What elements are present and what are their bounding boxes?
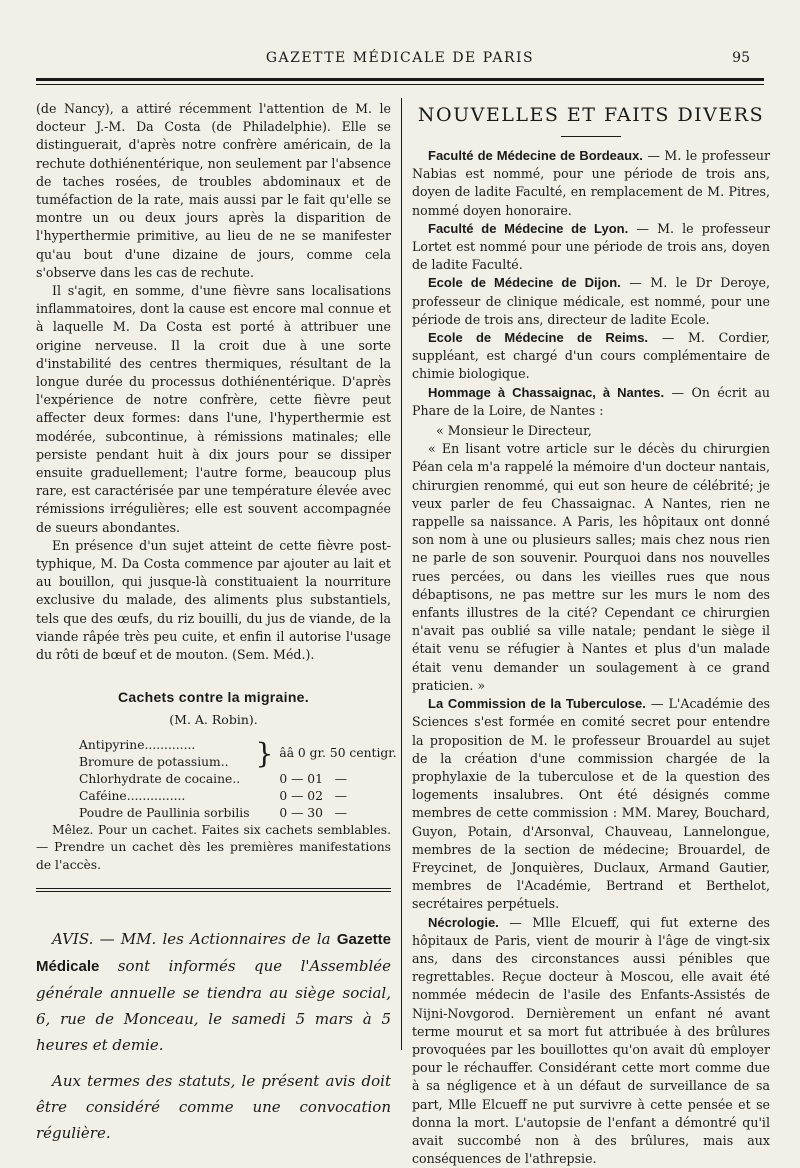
- notice-label: AVIS.: [52, 930, 94, 949]
- ingredient-unit: —: [334, 805, 347, 820]
- news-item: [412, 384, 770, 420]
- recipe-row: [76, 788, 400, 805]
- heading-rule: [561, 136, 621, 137]
- page-number: 95: [732, 50, 750, 66]
- letter-greeting: « Monsieur le Directeur,: [436, 423, 592, 439]
- news-body: — M. Cordier, suppléant, est chargé d'un cours complémentaire de chimie biologique.: [412, 330, 770, 382]
- news-head: Hommage à Chassaignac, à Nantes.: [428, 384, 665, 400]
- section-divider: [36, 888, 391, 892]
- ingredient-amount: 0 — 02: [279, 788, 323, 803]
- news-item: [412, 220, 770, 275]
- ingredient-name: Caféine...............: [79, 788, 186, 803]
- paragraph-2: Il s'agit, en somme, d'une fièvre sans localisations inflammatoires, dont la cause est encore mal connue et à laquelle M. Da Costa est porté à attribuer une origine nerveuse. Il la croit due à une sorte d'instabilité des centres thermiques, résultant de la longue durée du processus dothiénentérique. D'après l'expérience de notre confrère, cette fièvre peut affecter deux formes: dans l'une, l'hyperthermie est modérée, subcontinue, à rémissions matinales; elle persiste pendant huit à dix jours pour se dissiper ensuite graduellement; l'autre forme, beaucoup plus rare, est caractérisée par une température élevée avec rémissions irrégulières; elle est souvent accompagnée de sueurs abondantes.: [36, 283, 391, 535]
- left-column: [36, 100, 397, 1146]
- letter-body: « En lisant votre article sur le décès du chirurgien Péan cela m'a rappelé la mémoire d'un docteur nantais, chirurgien renommé, qui eut son heure de célébrité; je veux parler de feu Chassaignac. A Nantes, rien ne rappelle sa naissance. A Paris, les hôpitaux ont donné son nom à une ou plusieurs salles; mais chez nous rien ne parle de son souvenir. Pourquoi dans nos nouvelles rues percées, ou dans les vieilles rues que nous débaptisons, ne pas mettre sur les murs le nom des enfants illustres de la cité? Cependant ce chirurgien n'avait pas oublié sa ville natale; pendant le siège il était venu se réfugier à Nantes et plus d'un malade était venu demander un soulagement à ce grand praticien. »: [412, 441, 770, 693]
- recipe-table: [76, 737, 400, 822]
- section-heading: NOUVELLES ET FAITS DIVERS: [417, 104, 765, 126]
- journal-title: GAZETTE MÉDICALE DE PARIS: [265, 50, 535, 66]
- news-body: — On écrit au Phare de la Loire, de Nantes :: [412, 384, 770, 418]
- paragraph-3: En présence d'un sujet atteint de cette fièvre post-typhique, M. Da Costa commence par ajouter au lait et au bouillon, qui jusque-là constituaient la nourriture exclusive du malade, des aliments plus substantiels, tels que des œufs, du riz bouilli, du jus de viande, de la viande râpée très peu cuite, et enfin il autorise l'usage du rôti de bœuf et de mouton. (Sem. Méd.).: [36, 537, 391, 663]
- shared-dose: ââ 0 gr. 50 centigr.: [279, 746, 397, 761]
- news-head: La Commission de la Tuberculose.: [428, 696, 646, 712]
- notice-text-a: — MM. les Actionnaires de la: [93, 930, 337, 949]
- ingredient-name: Chlorhydrate de cocaine..: [79, 771, 241, 786]
- news-head: Faculté de Médecine de Lyon.: [428, 220, 629, 236]
- news-body: — L'Académie des Sciences s'est formée en comité secret pour entendre la proposition de M. le professeur Brouardel au sujet de la création d'une commission chargée de la prophylaxie de la tuberculose et de la question des logements insalubres. Ont été désignés comme membres de cette commission : MM. Marey, Bouchard, Guyon, Potain, d'Arsonval, Chauveau, Lannelongue, membres de la section de médecine; Brouardel, de Freycinet, de Jonquières, Duclaux, Armand Gautier, membres de l'Académie, Bertrand et Berthelot, secrétaires perpétuels.: [412, 696, 771, 912]
- news-item: [412, 329, 770, 384]
- news-head: Nécrologie.: [428, 914, 499, 930]
- news-body: — M. le professeur Lortet est nommé pour une période de trois ans, doyen de ladite Faculté.: [412, 220, 770, 273]
- recipe-note: Mêlez. Pour un cachet. Faites six cachets semblables. — Prendre un cachet dès les premières manifestations de l'accès.: [36, 822, 391, 872]
- recipe-row: [76, 805, 400, 822]
- news-head: Ecole de Médecine de Reims.: [428, 330, 649, 346]
- notice-gazette: Gazette Médicale: [36, 931, 391, 976]
- ingredient-amount: 0 — 30: [279, 805, 323, 820]
- letter-quote: [412, 422, 770, 695]
- news-body: — M. le professeur Nabias est nommé, pour une période de trois ans, doyen de ladite Faculté, en remplacement de M. Pitres, nommé doyen honoraire.: [412, 148, 770, 218]
- news-body: — Mlle Elcueff, qui fut externe des hôpitaux de Paris, vient de mourir à l'âge de vingt-six ans, dans des circonstances aussi pénibles que regrettables. Reçue docteur à Moscou, elle avait été nommée médecin de l'asile des Enfants-Assistés de Nijni-Novgorod. Dernièrement un enfant né avant terme mourut et sa mort fut attribuée à des brûlures provoquées par les bouillottes qu'on avait dû employer pour le réchauffer. Considérant cette mort comme due à sa négligence et à un défaut de surveillance de sa part, Mlle Elcueff ne put survivre à cette pensée et se donna la mort. L'autopsie de l'enfant a démontré qu'il avait succombé non à des brûlures, mais aux conséquences de l'athrepsie.: [412, 914, 770, 1167]
- ingredient-name: Bromure de potassium..: [79, 754, 229, 769]
- brace-icon: }: [255, 737, 274, 771]
- news-item: [412, 914, 770, 1168]
- notice-text-2: Aux termes des statuts, le présent avis doit être considéré comme une convocation régulière.: [36, 1072, 391, 1143]
- notice-box: [36, 926, 391, 1146]
- column-divider: [401, 98, 402, 1050]
- header-rule-thick: [36, 78, 764, 81]
- recipe-title: Cachets contre la migraine.: [118, 689, 309, 706]
- ingredient-amount: 0 — 01: [279, 771, 323, 786]
- recipe-row: [76, 771, 400, 788]
- ingredient-unit: —: [334, 788, 347, 803]
- news-body: — M. le Dr Deroye, professeur de clinique médicale, est nommé, pour une période de trois ans, directeur de ladite Ecole.: [412, 275, 770, 327]
- news-item: [412, 274, 770, 329]
- page-header: [36, 50, 764, 74]
- ingredient-name: Antipyrine.............: [79, 737, 196, 752]
- ingredient-unit: —: [334, 771, 347, 786]
- header-rule-thin: [36, 84, 764, 85]
- news-head: Faculté de Médecine de Bordeaux.: [428, 148, 643, 163]
- recipe-author: (M. A. Robin).: [169, 711, 258, 727]
- news-item: [412, 695, 770, 913]
- paragraph-1: (de Nancy), a attiré récemment l'attention de M. le docteur J.-M. Da Costa (de Philadelphie). Elle se distinguerait, d'après notre confrère américain, de la rechute dothiénentérique, non seulement par l'absence de taches rosées, de troubles abdominaux et de tuméfaction de la rate, mais aussi par le fait qu'elle se montre un ou deux jours après la disparition de l'hyperthermie primitive, au lieu de ne se manifester qu'au bout d'une dizaine de jours, comme cela s'observe dans les cas de rechute.: [36, 101, 391, 280]
- ingredient-name: Poudre de Paullinia sorbilis: [79, 805, 250, 820]
- news-item: [412, 147, 770, 220]
- right-column: [412, 100, 770, 1168]
- notice-text-b: sont informés que l'Assemblée générale annuelle se tiendra au siège social, 6, rue de Monceau, le samedi 5 mars à 5 heures et demie.: [36, 957, 391, 1055]
- news-head: Ecole de Médecine de Dijon.: [428, 275, 621, 291]
- recipe-row: [76, 737, 400, 754]
